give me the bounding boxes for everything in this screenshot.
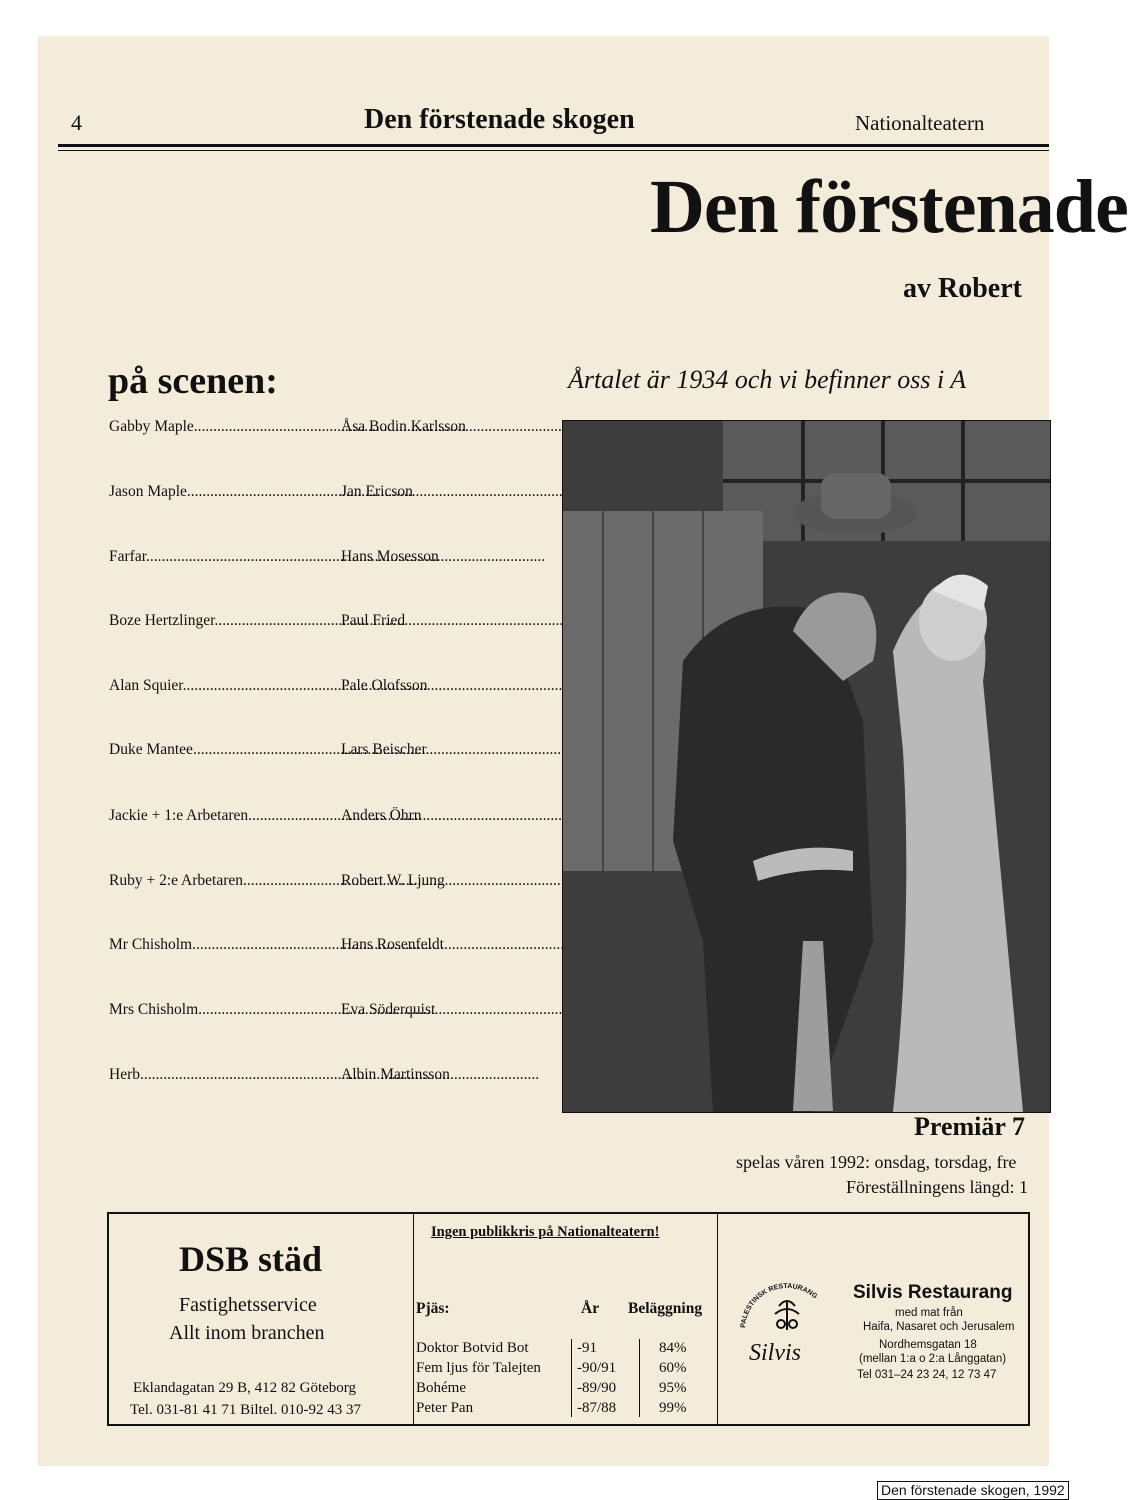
cast-role: Herb .....	[109, 1066, 329, 1084]
play-name: Doktor Botvid Bot	[416, 1340, 529, 1356]
cast-actor: Hans Mosesson	[341, 548, 439, 565]
header-rule-thin	[58, 150, 1049, 151]
silvis-line: (mellan 1:a o 2:a Långgatan)	[859, 1353, 1007, 1365]
dsb-tagline: Allt inom branchen	[169, 1322, 325, 1344]
cast-role: Alan Squier .....	[109, 677, 329, 695]
silvis-name: Silvis Restaurang	[853, 1282, 1013, 1303]
play-occupancy: 84%	[659, 1340, 687, 1356]
cast-role: Jackie + 1:e Arbetaren .....	[109, 807, 329, 825]
cast-actor: Albin Martinsson	[341, 1066, 450, 1083]
silvis-line: Haifa, Nasaret och Jerusalem	[863, 1321, 1015, 1333]
cast-actor: Jan Ericson	[341, 483, 413, 500]
dsb-name: DSB städ	[179, 1239, 323, 1279]
cast-actor: Robert W. Ljung	[341, 872, 445, 889]
col-header-year: År	[581, 1300, 600, 1317]
play-occupancy: 60%	[659, 1360, 687, 1376]
stats-headline: Ingen publikkris på Nationalteatern!	[431, 1224, 660, 1240]
play-name: Fem ljus för Talejten	[416, 1360, 541, 1376]
premiere-title: Premiär 7	[914, 1112, 1025, 1141]
cast-row	[109, 1001, 489, 1021]
cast-role: Boze Hertzlinger .....	[109, 612, 329, 630]
cast-row	[109, 936, 489, 956]
audience-stats	[413, 1214, 718, 1424]
article-headline: Den förstenade	[650, 165, 1128, 249]
dsb-address: Eklandagatan 29 B, 412 82 Göteborg	[133, 1380, 357, 1396]
cast-row	[109, 612, 489, 632]
cast-role: Jason Maple .....	[109, 483, 329, 501]
play-occupancy: 95%	[659, 1380, 687, 1396]
cast-row	[109, 872, 489, 892]
cast-actor: Hans Rosenfeldt	[341, 936, 444, 953]
cast-row	[109, 677, 489, 697]
premiere-duration: Föreställningens längd: 1	[846, 1177, 1028, 1197]
cast-role: Ruby + 2:e Arbetaren .....	[109, 872, 329, 890]
dsb-ad	[109, 1214, 414, 1424]
silvis-logo-script: Silvis	[749, 1340, 801, 1366]
cast-actor: Paul Fried	[341, 612, 406, 629]
play-year: -90/91	[577, 1360, 617, 1376]
article-intro: Årtalet är 1934 och vi befinner oss i A	[568, 365, 967, 394]
cast-row	[109, 741, 489, 761]
dsb-phone: Tel. 031-81 41 71 Biltel. 010-92 43 37	[130, 1402, 362, 1418]
cast-actor: Eva Söderquist	[341, 1001, 436, 1018]
cast-actor: Åsa Bodin Karlsson	[341, 418, 466, 435]
col-header-occupancy: Beläggning	[628, 1300, 703, 1317]
silvis-logo	[735, 1270, 839, 1374]
cast-row	[109, 807, 489, 827]
play-name: Peter Pan	[416, 1400, 474, 1416]
cast-actor: Lars Beischer	[341, 741, 427, 758]
cast-row	[109, 548, 489, 568]
dsb-service: Fastighetsservice	[179, 1294, 317, 1316]
silvis-ad	[717, 1214, 1028, 1424]
silvis-logo-arc: PALESTINSK RESTAURANG	[740, 1282, 819, 1329]
page-number: 4	[71, 110, 82, 135]
column-divider	[639, 1339, 640, 1417]
cast-role: Gabby Maple .....	[109, 418, 329, 436]
publication-name: Nationalteatern	[855, 111, 985, 135]
play-year: -91	[577, 1340, 597, 1356]
play-year: -87/88	[577, 1400, 617, 1416]
col-header-play: Pjäs:	[416, 1300, 450, 1317]
newspaper-page	[38, 36, 1128, 1466]
cast-row	[109, 418, 489, 438]
photo-illustration	[563, 421, 1050, 1112]
cast-heading: på scenen:	[108, 360, 278, 402]
play-name: Bohéme	[416, 1380, 466, 1396]
cast-row	[109, 483, 489, 503]
premiere-schedule: spelas våren 1992: onsdag, torsdag, fre	[736, 1152, 1017, 1172]
column-divider	[571, 1339, 572, 1417]
header-rule	[58, 144, 1049, 147]
silvis-line: Nordhemsgatan 18	[879, 1339, 977, 1351]
image-caption: Den förstenade skogen, 1992	[877, 1481, 1069, 1500]
play-occupancy: 99%	[659, 1400, 687, 1416]
cast-actor: Anders Öhrn	[341, 807, 422, 824]
silvis-line: med mat från	[895, 1307, 963, 1319]
cast-actor: Pale Olofsson	[341, 677, 428, 694]
cast-role: Mrs Chisholm .....	[109, 1001, 329, 1019]
silvis-phone: Tel 031–24 23 24, 12 73 47	[857, 1369, 997, 1381]
running-title: Den förstenade skogen	[364, 104, 635, 135]
cast-role: Mr Chisholm .....	[109, 936, 329, 954]
cast-row	[109, 1066, 489, 1086]
article-byline: av Robert	[903, 273, 1022, 304]
cast-role: Duke Mantee .....	[109, 741, 329, 759]
ad-strip	[107, 1212, 1030, 1426]
production-photo	[562, 420, 1051, 1113]
cast-role: Farfar .....	[109, 548, 329, 566]
play-year: -89/90	[577, 1380, 617, 1396]
